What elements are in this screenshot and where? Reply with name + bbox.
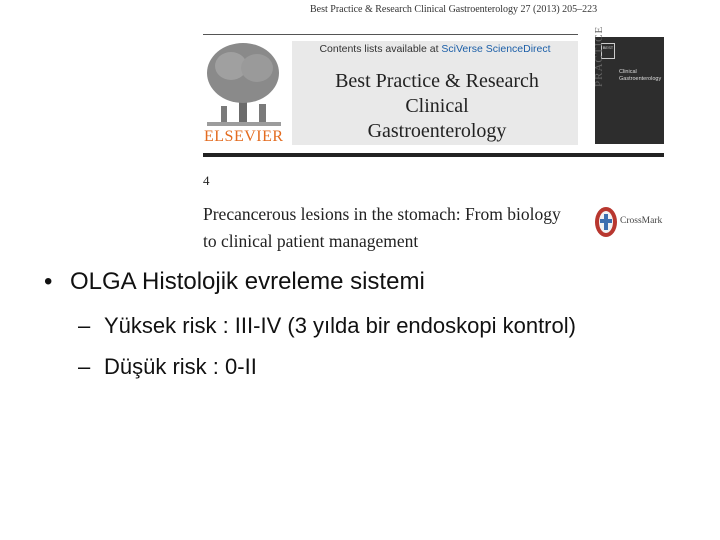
contents-prefix: Contents lists available at (319, 43, 442, 55)
journal-title (304, 69, 570, 144)
article-number: 4 (203, 173, 210, 188)
sub-item-low-risk (78, 354, 257, 380)
cover-vertical-text: PRACTICE (593, 25, 605, 87)
journal-title-line2: Gastroenterology (367, 120, 507, 142)
sub-item-text: Düşük risk : 0-II (104, 354, 257, 379)
publisher-name: ELSEVIER (204, 128, 284, 145)
sub-item-high-risk (78, 313, 576, 339)
crossmark-icon (594, 206, 618, 238)
sub-item-text: Yüksek risk : III-IV (3 yılda bir endoskopi kontrol) (104, 313, 576, 338)
cover-title-line1: Clinical (619, 69, 637, 75)
bullet-dot: • (44, 268, 53, 295)
cover-badge: BEST (601, 43, 615, 59)
bullet-text: OLGA Histolojik evreleme sistemi (70, 268, 425, 295)
journal-header-box (292, 41, 578, 145)
sciencedirect-link[interactable]: SciVerse ScienceDirect (441, 43, 551, 55)
crossmark-badge[interactable] (594, 206, 664, 238)
contents-line (292, 43, 578, 55)
bullet-item (44, 268, 425, 296)
cover-title (619, 69, 661, 83)
dash-marker: – (78, 313, 91, 338)
crossmark-label: CrossMark (620, 216, 663, 226)
journal-cover-thumbnail (593, 25, 664, 144)
thick-divider (203, 153, 664, 157)
article-title: Precancerous lesions in the stomach: From biology to clinical patient management (203, 204, 561, 251)
journal-title-line1: Best Practice & Research Clinical (335, 70, 539, 117)
top-rule (203, 34, 578, 35)
dash-marker: – (78, 354, 91, 379)
cover-title-line2: Gastroenterology (619, 76, 662, 82)
journal-reference: Best Practice & Research Clinical Gastroenterology 27 (2013) 205–223 (310, 4, 598, 15)
